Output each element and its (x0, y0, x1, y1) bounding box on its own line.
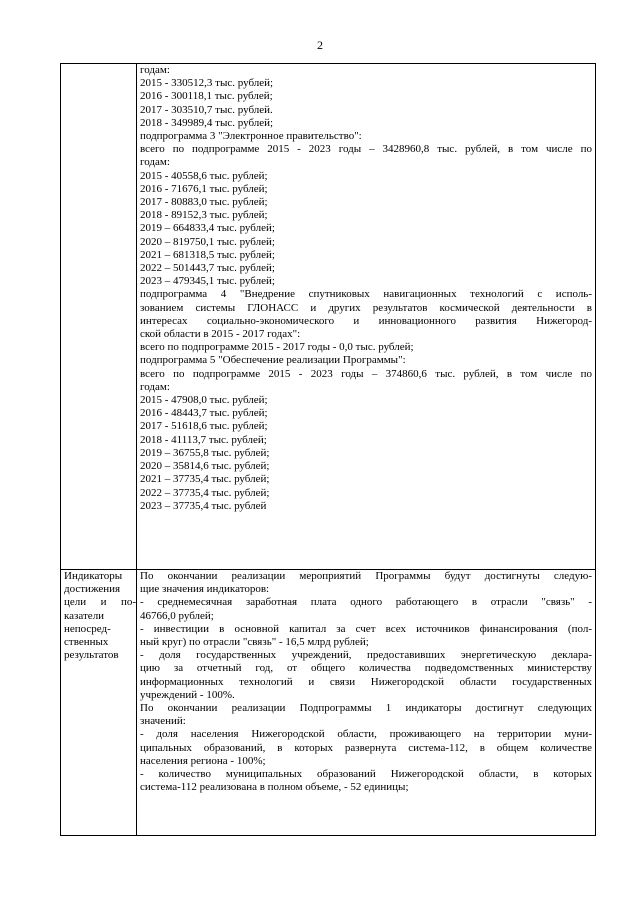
funding-text-cell (137, 64, 596, 570)
indicators-label-line: достижения (64, 583, 121, 596)
funding-line: подпрограмма 3 "Электронное правительство": (140, 130, 362, 143)
indicators-line: 46766,0 рублей; (140, 609, 214, 622)
funding-line: ской области в 2015 - 2017 годах": (140, 328, 301, 341)
funding-line: зованием системы ГЛОНАСС и других результатов космической деятельности в (140, 301, 592, 314)
funding-line: 2020 – 35814,6 тыс. рублей; (140, 460, 270, 473)
funding-line: 2018 - 349989,4 тыс. рублей; (140, 116, 274, 129)
funding-line: 2023 – 479345,1 тыс. рублей; (140, 275, 275, 288)
indicators-line: цию за отчетный год, от общего количества подведомственных министерству (140, 662, 592, 675)
funding-line: 2023 – 37735,4 тыс. рублей (140, 499, 267, 512)
indicators-line: - доля государственных учреждений, предоставивших энергетическую деклара- (140, 649, 592, 662)
funding-line: 2015 - 40558,6 тыс. рублей; (140, 169, 268, 182)
row-label-cell (61, 64, 137, 570)
indicators-line: По окончании реализации Подпрограммы 1 индикаторы достигнут следующих (140, 702, 592, 715)
funding-line: всего по подпрограмме 2015 - 2023 годы – 374860,6 тыс. рублей, в том числе по (140, 367, 592, 380)
funding-line: 2018 - 41113,7 тыс. рублей; (140, 433, 267, 446)
page-number: 2 (317, 38, 323, 52)
funding-line: 2017 - 303510,7 тыс. рублей. (140, 103, 273, 116)
funding-line: 2015 - 47908,0 тыс. рублей; (140, 394, 268, 407)
funding-line: 2017 - 80883,0 тыс. рублей; (140, 196, 268, 209)
table-row-funding (61, 64, 596, 570)
funding-line: 2019 – 664833,4 тыс. рублей; (140, 222, 275, 235)
indicators-line: значений: (140, 715, 186, 728)
funding-line: годам: (140, 156, 170, 169)
indicators-text-cell (137, 570, 596, 836)
funding-line: подпрограмма 5 "Обеспечение реализации Программы": (140, 354, 406, 367)
indicators-label-line: цели и по- (64, 596, 136, 609)
funding-line: 2016 - 300118,1 тыс. рублей; (140, 90, 273, 103)
indicators-label-cell (61, 570, 137, 836)
passport-table (60, 63, 596, 836)
funding-line: 2019 – 36755,8 тыс. рублей; (140, 446, 270, 459)
indicators-label-line: Индикаторы (64, 570, 123, 582)
funding-line: 2016 - 48443,7 тыс. рублей; (140, 407, 268, 420)
indicators-label-line: результатов (64, 649, 119, 662)
funding-line: интересах социально-экономического и инновационного развития Нижегород- (140, 314, 592, 327)
indicators-label-line: ственных (64, 636, 109, 649)
indicators-line: учреждений - 100%. (140, 688, 235, 701)
indicators-line: информационных технологий и связи Нижегородской области государственных (140, 675, 592, 688)
funding-line: 2022 – 501443,7 тыс. рублей; (140, 262, 275, 275)
funding-line: 2022 – 37735,4 тыс. рублей; (140, 486, 270, 499)
funding-line: всего по подпрограмме 2015 - 2023 годы – 3428960,8 тыс. рублей, в том числе по (140, 143, 592, 156)
funding-line: 2015 - 330512,3 тыс. рублей; (140, 77, 274, 90)
funding-line: подпрограмма 4 "Внедрение спутниковых навигационных технологий с исполь- (140, 288, 592, 301)
funding-line: 2021 – 37735,4 тыс. рублей; (140, 473, 270, 486)
funding-line: 2018 - 89152,3 тыс. рублей; (140, 209, 268, 222)
indicators-line: - среднемесячная заработная плата одного работающего в отрасли "связь" - (140, 596, 592, 609)
indicators-line: система-112 реализована в полном объеме, - 52 единицы; (140, 781, 409, 794)
indicators-line: - количество муниципальных образований Нижегородской области, в которых (140, 768, 592, 781)
funding-line: всего по подпрограмме 2015 - 2017 годы - 0,0 тыс. рублей; (140, 341, 414, 354)
indicators-line: По окончании реализации мероприятий Программы будут достигнуты следую- (140, 570, 592, 582)
funding-line: годам: (140, 380, 170, 393)
table-row-indicators (61, 570, 596, 836)
funding-line: годам: (140, 64, 170, 76)
funding-line: 2016 - 71676,1 тыс. рублей; (140, 182, 268, 195)
funding-line: 2020 – 819750,1 тыс. рублей; (140, 235, 275, 248)
funding-line: 2017 - 51618,6 тыс. рублей; (140, 420, 268, 433)
indicators-label-line: непосред- (64, 622, 111, 635)
funding-line: 2021 – 681318,5 тыс. рублей; (140, 248, 275, 261)
indicators-label-line: казатели (64, 609, 105, 622)
indicators-line: ципальных образований, в которых развернута система-112, в общем количестве (140, 741, 592, 754)
indicators-line: - доля населения Нижегородской области, проживающего на территории муни- (140, 728, 592, 741)
indicators-line: щие значения индикаторов: (140, 583, 270, 596)
indicators-line: - инвестиции в основной капитал за счет всех источников финансирования (пол- (140, 622, 592, 635)
indicators-line: населения региона - 100%; (140, 754, 266, 767)
indicators-line: ный круг) по отрасли "связь" - 16,5 млрд рублей; (140, 636, 369, 649)
